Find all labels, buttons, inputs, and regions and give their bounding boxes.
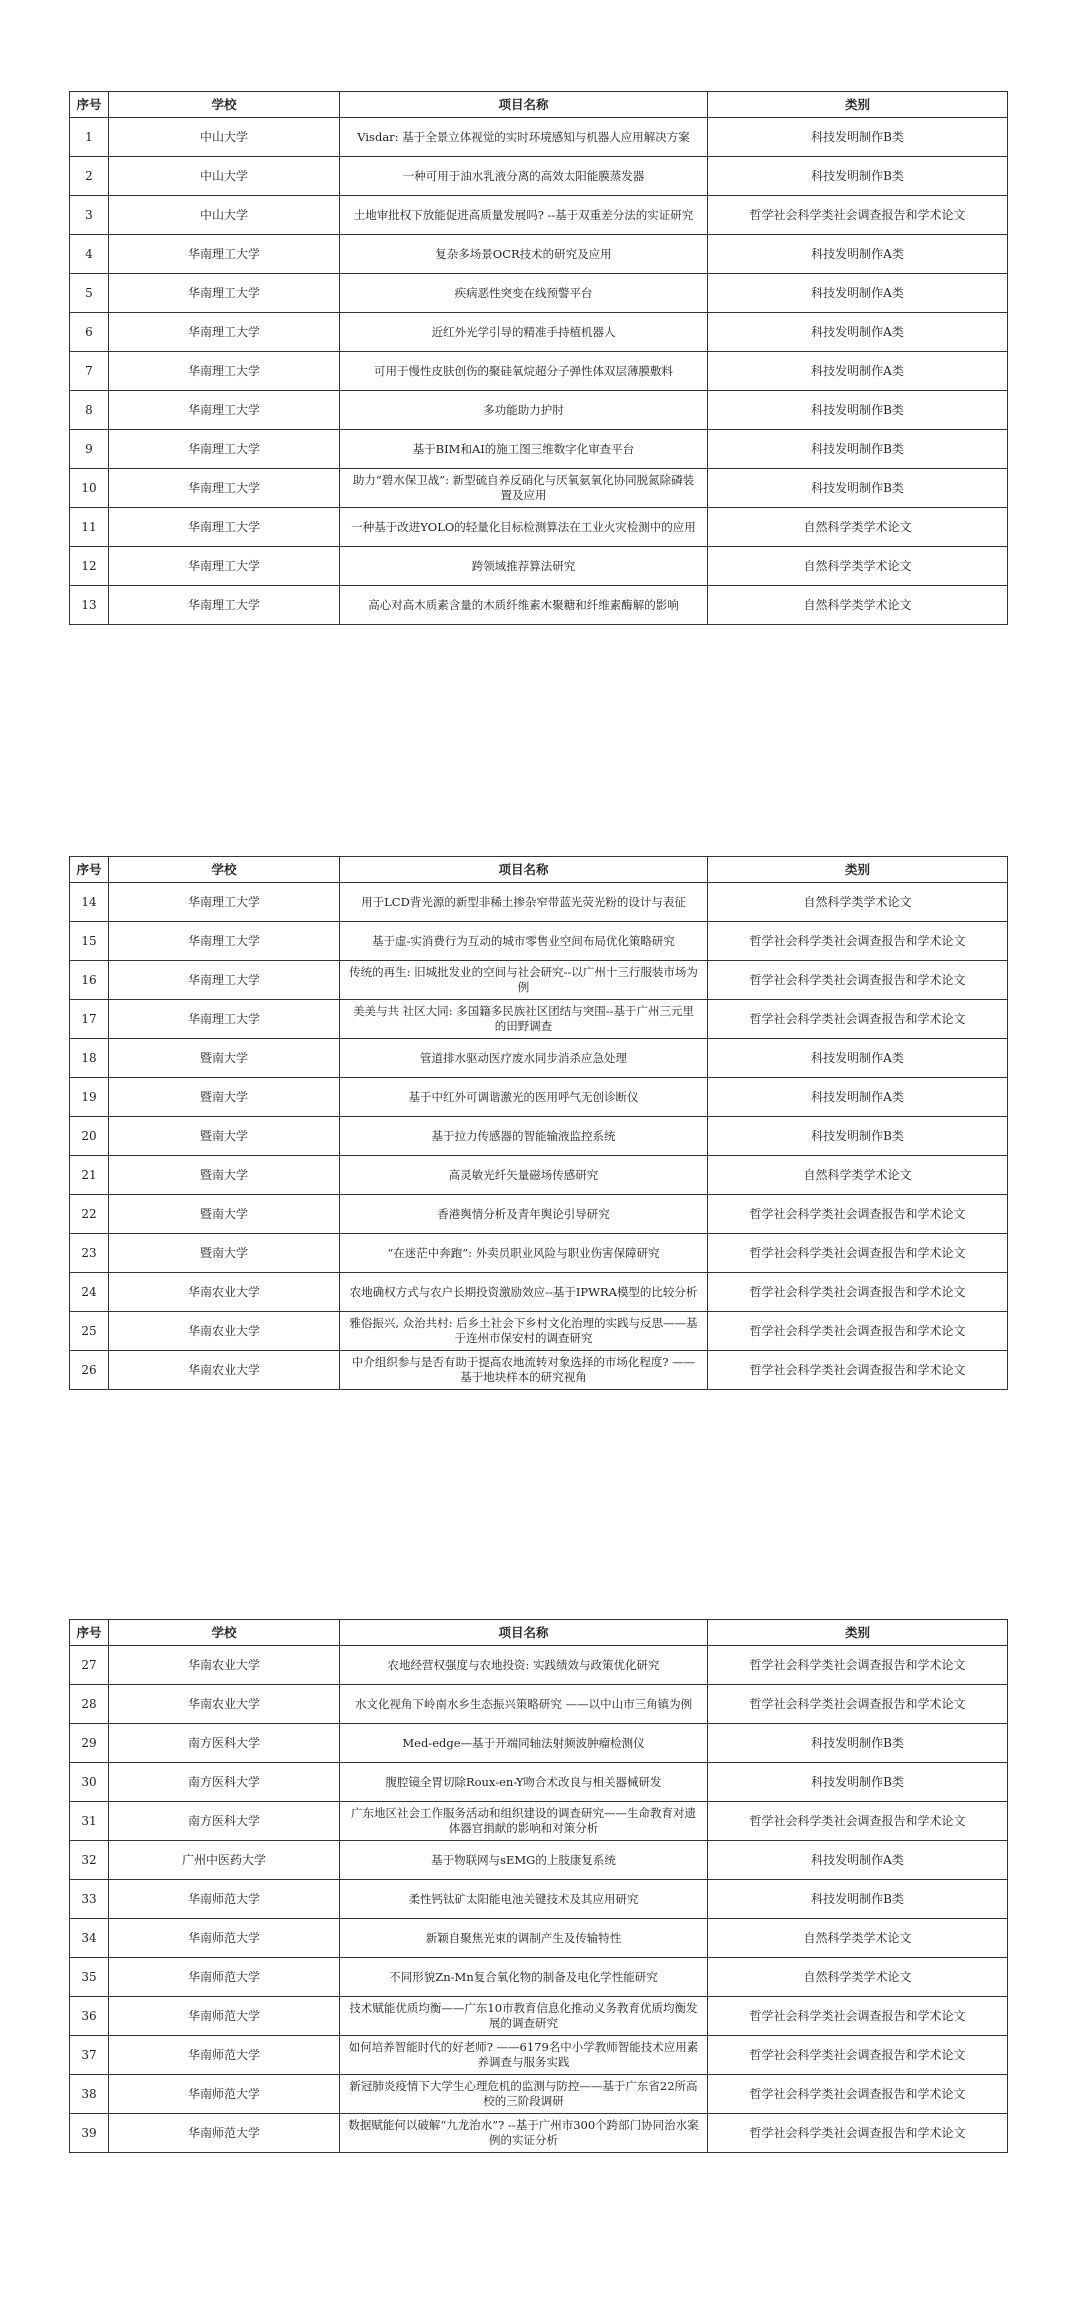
cell-school: 华南师范大学 (109, 1997, 340, 2036)
table-row (70, 1997, 1008, 2036)
cell-number: 8 (70, 391, 109, 430)
cell-project: 基于物联网与sEMG的上肢康复系统 (340, 1841, 708, 1880)
cell-number: 12 (70, 547, 109, 586)
cell-project: 雅俗振兴, 众治共村: 后乡土社会下乡村文化治理的实践与反思——基于连州市保安村的调查研究 (340, 1312, 708, 1351)
cell-project: 中介组织参与是否有助于提高农地流转对象选择的市场化程度? ——基于地块样本的研究视角 (340, 1351, 708, 1390)
cell-number: 20 (70, 1117, 109, 1156)
cell-school: 暨南大学 (109, 1078, 340, 1117)
cell-category: 科技发明制作B类 (708, 430, 1008, 469)
cell-number: 36 (70, 1997, 109, 2036)
cell-number: 27 (70, 1646, 109, 1685)
cell-project: 助力“碧水保卫战”: 新型硫自养反硝化与厌氧氨氧化协同脱氮除磷装置及应用 (340, 469, 708, 508)
cell-project: 基于拉力传感器的智能输液监控系统 (340, 1117, 708, 1156)
cell-category: 哲学社会科学类社会调查报告和学术论文 (708, 196, 1008, 235)
table-row (70, 1958, 1008, 1997)
cell-category: 哲学社会科学类社会调查报告和学术论文 (708, 1646, 1008, 1685)
cell-number: 10 (70, 469, 109, 508)
header-number: 序号 (70, 1620, 109, 1646)
table-row (70, 1763, 1008, 1802)
cell-number: 34 (70, 1919, 109, 1958)
table-row (70, 1234, 1008, 1273)
header-category: 类别 (708, 857, 1008, 883)
cell-school: 暨南大学 (109, 1117, 340, 1156)
cell-school: 暨南大学 (109, 1234, 340, 1273)
table-row (70, 547, 1008, 586)
cell-school: 华南理工大学 (109, 391, 340, 430)
cell-project: 传统的再生: 旧城批发业的空间与社会研究--以广州十三行服装市场为例 (340, 961, 708, 1000)
table-row (70, 274, 1008, 313)
cell-number: 17 (70, 1000, 109, 1039)
cell-project: Visdar: 基于全景立体视觉的实时环境感知与机器人应用解决方案 (340, 118, 708, 157)
table-header-row (70, 1620, 1008, 1646)
cell-category: 科技发明制作A类 (708, 1841, 1008, 1880)
cell-project: 如何培养智能时代的好老师? ——6179名中小学教师智能技术应用素养调查与服务实践 (340, 2036, 708, 2075)
table-row (70, 1841, 1008, 1880)
cell-school: 中山大学 (109, 157, 340, 196)
cell-category: 科技发明制作B类 (708, 1724, 1008, 1763)
cell-school: 华南理工大学 (109, 313, 340, 352)
cell-number: 26 (70, 1351, 109, 1390)
table-row (70, 2114, 1008, 2153)
cell-school: 华南师范大学 (109, 2114, 340, 2153)
cell-school: 华南理工大学 (109, 547, 340, 586)
cell-school: 华南农业大学 (109, 1646, 340, 1685)
award-table-1 (69, 91, 1008, 625)
header-project: 项目名称 (340, 1620, 708, 1646)
cell-project: 一种基于改进YOLO的轻量化目标检测算法在工业火灾检测中的应用 (340, 508, 708, 547)
table-row (70, 1880, 1008, 1919)
table-row (70, 1273, 1008, 1312)
table-row (70, 2036, 1008, 2075)
cell-project: 新颖自聚焦光束的调制产生及传输特性 (340, 1919, 708, 1958)
cell-school: 华南农业大学 (109, 1312, 340, 1351)
award-table-3 (69, 1619, 1008, 2153)
cell-project: 可用于慢性皮肤创伤的聚硅氧烷超分子弹性体双层薄膜敷料 (340, 352, 708, 391)
cell-number: 33 (70, 1880, 109, 1919)
cell-project: 腹腔镜全胃切除Roux-en-Y吻合术改良与相关器械研发 (340, 1763, 708, 1802)
table-row (70, 1117, 1008, 1156)
table-row (70, 157, 1008, 196)
cell-category: 科技发明制作A类 (708, 1078, 1008, 1117)
header-category: 类别 (708, 1620, 1008, 1646)
cell-number: 30 (70, 1763, 109, 1802)
cell-school: 华南农业大学 (109, 1351, 340, 1390)
table-row (70, 391, 1008, 430)
cell-school: 中山大学 (109, 118, 340, 157)
cell-school: 华南师范大学 (109, 1919, 340, 1958)
cell-school: 华南理工大学 (109, 1000, 340, 1039)
cell-number: 37 (70, 2036, 109, 2075)
cell-project: 多功能助力护肘 (340, 391, 708, 430)
cell-project: 土地审批权下放能促进高质量发展吗? --基于双重差分法的实证研究 (340, 196, 708, 235)
table-row (70, 883, 1008, 922)
cell-category: 自然科学类学术论文 (708, 1919, 1008, 1958)
cell-school: 华南理工大学 (109, 430, 340, 469)
cell-project: 基于虚-实消费行为互动的城市零售业空间布局优化策略研究 (340, 922, 708, 961)
header-school: 学校 (109, 857, 340, 883)
table-row (70, 118, 1008, 157)
cell-school: 暨南大学 (109, 1156, 340, 1195)
cell-category: 哲学社会科学类社会调查报告和学术论文 (708, 1351, 1008, 1390)
cell-category: 哲学社会科学类社会调查报告和学术论文 (708, 1273, 1008, 1312)
cell-number: 39 (70, 2114, 109, 2153)
cell-project: 农地经营权强度与农地投资: 实践绩效与政策优化研究 (340, 1646, 708, 1685)
cell-category: 哲学社会科学类社会调查报告和学术论文 (708, 1195, 1008, 1234)
cell-category: 哲学社会科学类社会调查报告和学术论文 (708, 1685, 1008, 1724)
cell-school: 华南师范大学 (109, 2036, 340, 2075)
cell-category: 科技发明制作B类 (708, 1117, 1008, 1156)
table-header-row (70, 92, 1008, 118)
cell-school: 华南师范大学 (109, 1880, 340, 1919)
cell-project: 高心对高木质素含量的木质纤维素木聚糖和纤维素酶解的影响 (340, 586, 708, 625)
cell-project: 基于中红外可调谐激光的医用呼气无创诊断仪 (340, 1078, 708, 1117)
cell-school: 华南师范大学 (109, 1958, 340, 1997)
cell-project: 广东地区社会工作服务活动和组织建设的调查研究——生命教育对遗体器官捐献的影响和对策分析 (340, 1802, 708, 1841)
cell-school: 华南理工大学 (109, 586, 340, 625)
cell-category: 哲学社会科学类社会调查报告和学术论文 (708, 961, 1008, 1000)
table-row (70, 1802, 1008, 1841)
cell-school: 广州中医药大学 (109, 1841, 340, 1880)
table-row (70, 313, 1008, 352)
cell-category: 哲学社会科学类社会调查报告和学术论文 (708, 1312, 1008, 1351)
cell-category: 自然科学类学术论文 (708, 1156, 1008, 1195)
table-row (70, 2075, 1008, 2114)
table-header-row (70, 857, 1008, 883)
cell-number: 9 (70, 430, 109, 469)
cell-number: 28 (70, 1685, 109, 1724)
cell-school: 华南理工大学 (109, 235, 340, 274)
cell-school: 华南理工大学 (109, 922, 340, 961)
cell-number: 25 (70, 1312, 109, 1351)
cell-school: 南方医科大学 (109, 1763, 340, 1802)
cell-category: 哲学社会科学类社会调查报告和学术论文 (708, 2036, 1008, 2075)
cell-school: 南方医科大学 (109, 1724, 340, 1763)
table-row (70, 1195, 1008, 1234)
cell-number: 16 (70, 961, 109, 1000)
cell-school: 华南理工大学 (109, 961, 340, 1000)
header-project: 项目名称 (340, 857, 708, 883)
cell-number: 22 (70, 1195, 109, 1234)
cell-school: 华南师范大学 (109, 2075, 340, 2114)
cell-category: 自然科学类学术论文 (708, 547, 1008, 586)
header-number: 序号 (70, 92, 109, 118)
cell-project: 一种可用于油水乳液分离的高效太阳能膜蒸发器 (340, 157, 708, 196)
cell-category: 哲学社会科学类社会调查报告和学术论文 (708, 1000, 1008, 1039)
table-row (70, 1646, 1008, 1685)
table-row (70, 1685, 1008, 1724)
cell-school: 华南理工大学 (109, 274, 340, 313)
cell-project: “在迷茫中奔跑”: 外卖员职业风险与职业伤害保障研究 (340, 1234, 708, 1273)
cell-category: 科技发明制作A类 (708, 274, 1008, 313)
cell-school: 华南理工大学 (109, 469, 340, 508)
cell-number: 11 (70, 508, 109, 547)
table-row (70, 586, 1008, 625)
cell-number: 24 (70, 1273, 109, 1312)
table-row (70, 1724, 1008, 1763)
table-row (70, 196, 1008, 235)
cell-number: 19 (70, 1078, 109, 1117)
cell-project: 高灵敏光纤矢量磁场传感研究 (340, 1156, 708, 1195)
cell-number: 15 (70, 922, 109, 961)
table-row (70, 430, 1008, 469)
cell-number: 35 (70, 1958, 109, 1997)
cell-project: 疾病恶性突变在线预警平台 (340, 274, 708, 313)
cell-project: 近红外光学引导的精准手持植机器人 (340, 313, 708, 352)
cell-number: 29 (70, 1724, 109, 1763)
table-row (70, 1039, 1008, 1078)
cell-number: 32 (70, 1841, 109, 1880)
cell-number: 2 (70, 157, 109, 196)
cell-category: 科技发明制作B类 (708, 1880, 1008, 1919)
cell-number: 6 (70, 313, 109, 352)
header-category: 类别 (708, 92, 1008, 118)
table-row (70, 1351, 1008, 1390)
cell-number: 4 (70, 235, 109, 274)
cell-number: 1 (70, 118, 109, 157)
cell-school: 暨南大学 (109, 1039, 340, 1078)
cell-project: 数据赋能何以破解“九龙治水”? --基于广州市300个跨部门协同治水案例的实证分析 (340, 2114, 708, 2153)
cell-category: 科技发明制作A类 (708, 313, 1008, 352)
cell-project: 新冠肺炎疫情下大学生心理危机的监测与防控——基于广东省22所高校的三阶段调研 (340, 2075, 708, 2114)
cell-category: 科技发明制作B类 (708, 118, 1008, 157)
cell-school: 南方医科大学 (109, 1802, 340, 1841)
cell-project: 柔性钙钛矿太阳能电池关键技术及其应用研究 (340, 1880, 708, 1919)
table-row (70, 922, 1008, 961)
cell-project: 不同形貌Zn-Mn复合氧化物的制备及电化学性能研究 (340, 1958, 708, 1997)
cell-project: 香港舆情分析及青年舆论引导研究 (340, 1195, 708, 1234)
award-table-2 (69, 856, 1008, 1390)
table-row (70, 1919, 1008, 1958)
cell-project: 水文化视角下岭南水乡生态振兴策略研究 ——以中山市三角镇为例 (340, 1685, 708, 1724)
cell-category: 哲学社会科学类社会调查报告和学术论文 (708, 2114, 1008, 2153)
cell-project: 技术赋能优质均衡——广东10市教育信息化推动义务教育优质均衡发展的调查研究 (340, 1997, 708, 2036)
cell-category: 科技发明制作A类 (708, 235, 1008, 274)
cell-category: 科技发明制作B类 (708, 469, 1008, 508)
table-row (70, 469, 1008, 508)
cell-category: 自然科学类学术论文 (708, 508, 1008, 547)
table-row (70, 508, 1008, 547)
cell-number: 18 (70, 1039, 109, 1078)
cell-category: 科技发明制作B类 (708, 1763, 1008, 1802)
cell-number: 7 (70, 352, 109, 391)
cell-project: 农地确权方式与农户长期投资激励效应--基于IPWRA模型的比较分析 (340, 1273, 708, 1312)
cell-project: 美美与共 社区大同: 多国籍多民族社区团结与突围--基于广州三元里的田野调查 (340, 1000, 708, 1039)
table-row (70, 1078, 1008, 1117)
cell-number: 3 (70, 196, 109, 235)
cell-category: 哲学社会科学类社会调查报告和学术论文 (708, 1997, 1008, 2036)
cell-school: 华南农业大学 (109, 1685, 340, 1724)
table-row (70, 1000, 1008, 1039)
cell-category: 哲学社会科学类社会调查报告和学术论文 (708, 1802, 1008, 1841)
header-number: 序号 (70, 857, 109, 883)
cell-category: 哲学社会科学类社会调查报告和学术论文 (708, 2075, 1008, 2114)
cell-category: 科技发明制作B类 (708, 391, 1008, 430)
cell-category: 哲学社会科学类社会调查报告和学术论文 (708, 922, 1008, 961)
table-row (70, 1312, 1008, 1351)
table-row (70, 235, 1008, 274)
header-project: 项目名称 (340, 92, 708, 118)
cell-number: 23 (70, 1234, 109, 1273)
cell-number: 14 (70, 883, 109, 922)
cell-school: 华南理工大学 (109, 352, 340, 391)
cell-school: 暨南大学 (109, 1195, 340, 1234)
cell-project: 基于BIM和AI的施工图三维数字化审查平台 (340, 430, 708, 469)
cell-category: 自然科学类学术论文 (708, 1958, 1008, 1997)
table-row (70, 1156, 1008, 1195)
cell-school: 华南理工大学 (109, 508, 340, 547)
cell-number: 21 (70, 1156, 109, 1195)
table-row (70, 961, 1008, 1000)
cell-project: Med-edge—基于开端同轴法射频波肿瘤检测仪 (340, 1724, 708, 1763)
cell-category: 自然科学类学术论文 (708, 586, 1008, 625)
cell-number: 5 (70, 274, 109, 313)
header-school: 学校 (109, 92, 340, 118)
cell-project: 跨领域推荐算法研究 (340, 547, 708, 586)
cell-category: 自然科学类学术论文 (708, 883, 1008, 922)
cell-school: 中山大学 (109, 196, 340, 235)
cell-project: 复杂多场景OCR技术的研究及应用 (340, 235, 708, 274)
cell-category: 哲学社会科学类社会调查报告和学术论文 (708, 1234, 1008, 1273)
header-school: 学校 (109, 1620, 340, 1646)
table-row (70, 352, 1008, 391)
cell-number: 13 (70, 586, 109, 625)
cell-number: 38 (70, 2075, 109, 2114)
cell-project: 管道排水驱动医疗废水同步消杀应急处理 (340, 1039, 708, 1078)
cell-school: 华南理工大学 (109, 883, 340, 922)
cell-school: 华南农业大学 (109, 1273, 340, 1312)
cell-category: 科技发明制作B类 (708, 157, 1008, 196)
cell-category: 科技发明制作A类 (708, 352, 1008, 391)
cell-project: 用于LCD背光源的新型非稀土掺杂窄带蓝光荧光粉的设计与表征 (340, 883, 708, 922)
cell-number: 31 (70, 1802, 109, 1841)
cell-category: 科技发明制作A类 (708, 1039, 1008, 1078)
